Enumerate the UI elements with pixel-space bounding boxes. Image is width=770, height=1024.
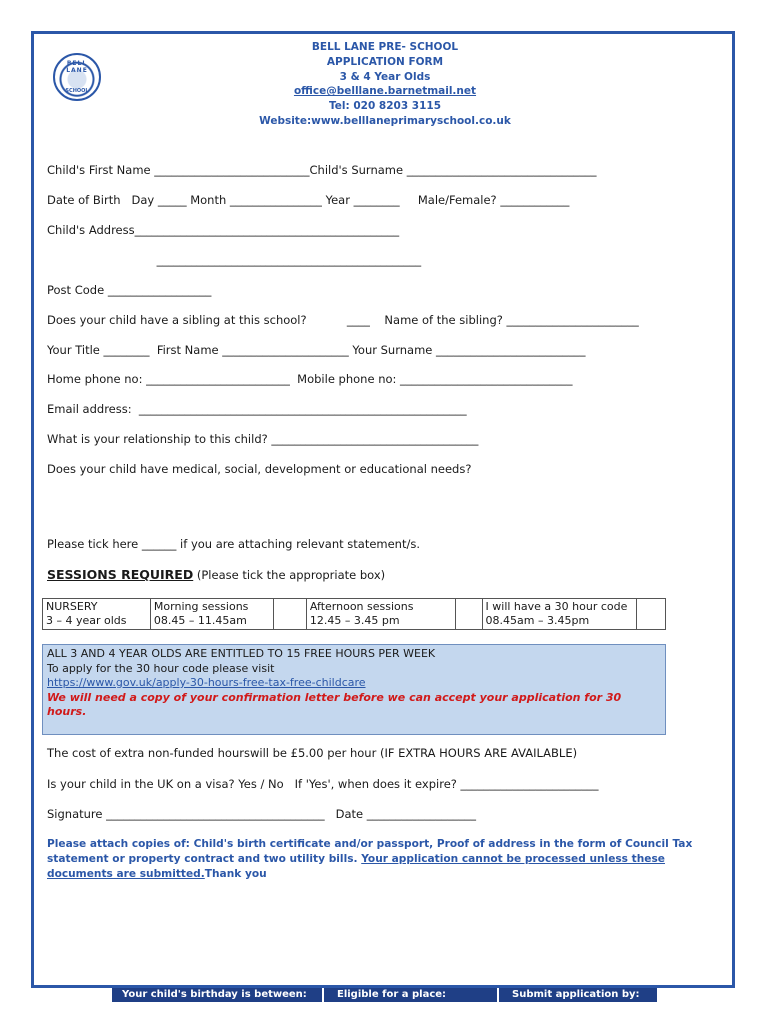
extra-hours-cost: The cost of extra non-funded hourswill be £5.00 per hour (IF EXTRA HOURS ARE AVAILABLE)	[47, 746, 578, 760]
thirty-hour-tick-box[interactable]	[637, 599, 666, 630]
morning-cell	[150, 599, 274, 630]
thirty-hour-label: I will have a 30 hour code	[485, 600, 628, 613]
afternoon-time: 12.45 – 3.45 pm	[309, 614, 400, 627]
strip-col-2: Eligible for a place:	[337, 989, 447, 1000]
form-header	[140, 40, 630, 129]
sessions-subtitle: (Please tick the appropriate box)	[193, 568, 386, 582]
school-website: Website:www.belllaneprimaryschool.co.uk	[259, 114, 511, 127]
birthday-table-strip	[112, 988, 657, 1002]
morning-tick-box[interactable]	[274, 599, 306, 630]
morning-label: Morning sessions	[153, 600, 249, 613]
nursery-cell	[43, 599, 151, 630]
school-logo	[53, 53, 101, 101]
school-email-link[interactable]: office@belllane.barnetmail.net	[293, 85, 477, 98]
afternoon-label: Afternoon sessions	[309, 600, 414, 613]
relationship-field[interactable]: What is your relationship to this child? ____________________________________	[47, 432, 479, 446]
dob-gender-field[interactable]: Date of Birth Day _____ Month ________________ Year ________ Male/Female? ____________	[47, 193, 570, 207]
sessions-table	[42, 598, 666, 630]
age-range: 3 & 4 Year Olds	[339, 70, 431, 83]
funding-info-box	[42, 644, 666, 735]
parent-name-field[interactable]: Your Title ________ First Name ______________________ Your Surname __________________________	[47, 343, 586, 357]
afternoon-cell	[306, 599, 455, 630]
sessions-heading	[47, 567, 385, 582]
sessions-title: SESSIONS REQUIRED	[47, 567, 194, 582]
email-field[interactable]: Email address: _________________________________________________________	[47, 402, 467, 416]
sibling-field[interactable]: Does your child have a sibling at this school? ____ Name of the sibling? _______________________	[47, 313, 639, 327]
afternoon-tick-box[interactable]	[455, 599, 482, 630]
child-name-field[interactable]: Child's First Name ___________________________Child's Surname _________________________________	[47, 163, 597, 177]
logo-text-bottom: SCHOOL	[65, 88, 89, 94]
strip-col-1: Your child's birthday is between:	[122, 989, 307, 1000]
school-name: BELL LANE PRE- SCHOOL	[311, 41, 459, 53]
visa-field[interactable]: Is your child in the UK on a visa? Yes / No If 'Yes', when does it expire? ________________________	[47, 777, 599, 791]
strip-separator	[497, 988, 499, 1002]
gov-apply-link[interactable]: https://www.gov.uk/apply-30-hours-free-tax-free-childcare	[47, 676, 366, 689]
morning-time: 08.45 – 11.45am	[153, 614, 247, 627]
needs-question: Does your child have medical, social, development or educational needs?	[47, 462, 472, 476]
postcode-field[interactable]: Post Code __________________	[47, 283, 212, 297]
address-field-1[interactable]: Child's Address______________________________________________	[47, 223, 400, 237]
attachment-instructions	[47, 837, 717, 882]
processing-warning: Your application cannot be processed unless these documents are submitted.	[47, 853, 665, 880]
thirty-hour-cell	[482, 599, 637, 630]
phone-fields[interactable]: Home phone no: _________________________ Mobile phone no: ______________________________	[47, 372, 573, 386]
strip-separator	[322, 988, 324, 1002]
funding-entitlement: ALL 3 AND 4 YEAR OLDS ARE ENTITLED TO 15 FREE HOURS PER WEEK	[47, 647, 436, 660]
nursery-label: NURSERY	[46, 600, 98, 613]
attach-documents-text: Please attach copies of: Child's birth certificate and/or passport, Proof of address in the form of Council Tax statement or property contract and two utility bills.	[47, 838, 693, 865]
form-title: APPLICATION FORM	[326, 55, 444, 68]
thank-you-text: Thank you	[204, 868, 267, 880]
nursery-ages: 3 – 4 year olds	[46, 614, 127, 627]
thirty-hour-instructions: To apply for the 30 hour code please visit	[47, 661, 275, 675]
confirmation-warning: We will need a copy of your confirmation letter before we can accept your application for 30 hours.	[47, 690, 622, 718]
statement-tick-field[interactable]: Please tick here ______ if you are attaching relevant statement/s.	[47, 537, 420, 551]
signature-date-field[interactable]: Signature ______________________________________ Date ___________________	[47, 807, 476, 821]
logo-text-top: BELL LANE	[66, 60, 88, 74]
school-phone: Tel: 020 8203 3115	[328, 100, 442, 113]
strip-col-3: Submit application by:	[512, 989, 640, 1000]
thirty-hour-time: 08.45am – 3.45pm	[485, 614, 590, 627]
address-field-2[interactable]: ______________________________________________	[47, 253, 422, 267]
